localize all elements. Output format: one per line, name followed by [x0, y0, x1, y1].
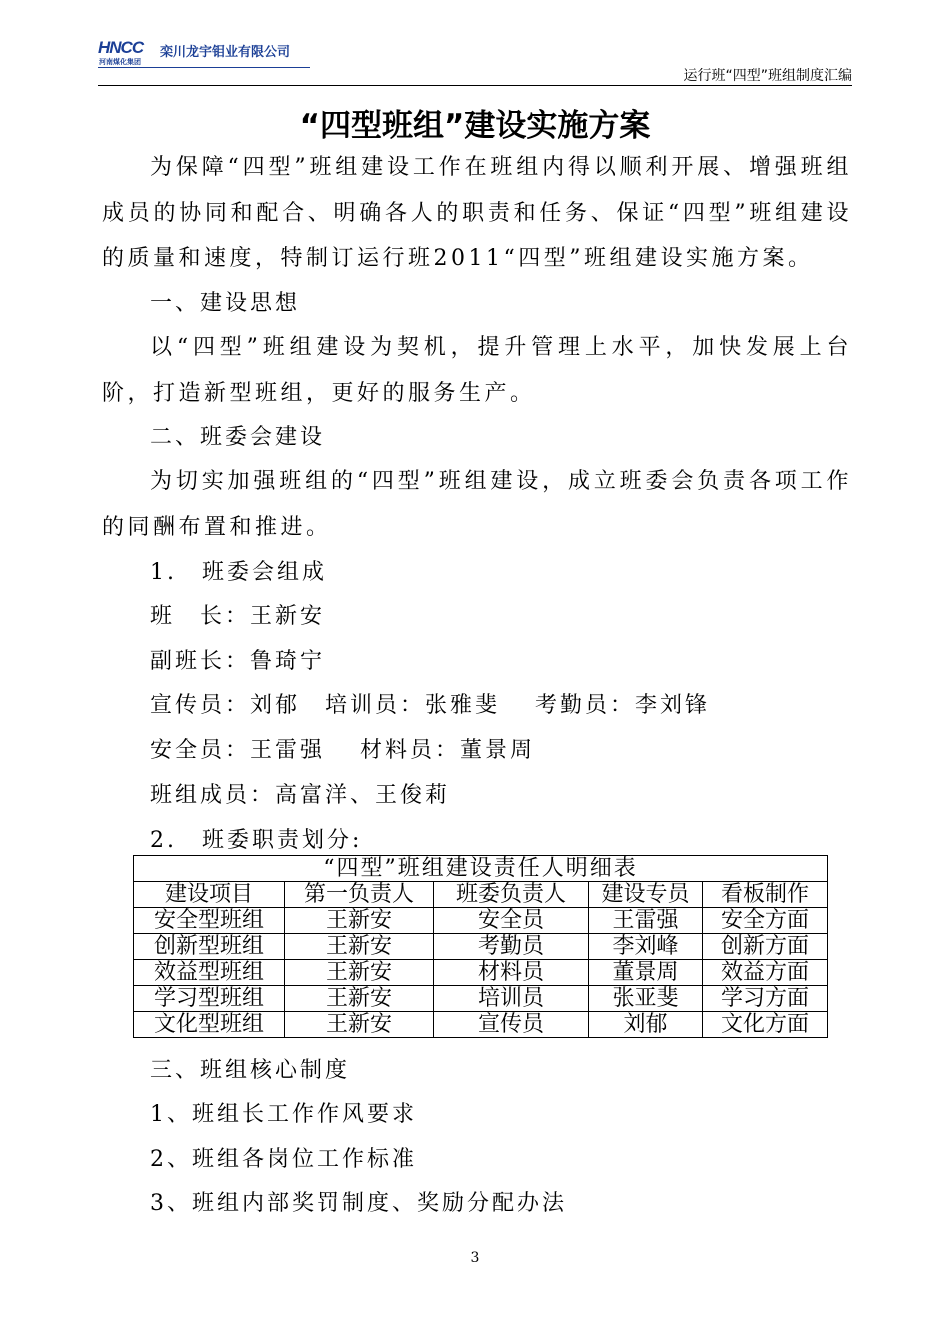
core-rule-item: 1、班组长工作作风要求	[150, 1102, 417, 1127]
table-cell: 学习型班组	[134, 986, 285, 1012]
responsibility-table	[133, 855, 828, 1038]
table-caption: “四型”班组建设责任人明细表	[134, 856, 828, 882]
member-line: 安全员：王雷强 材料员：董景周	[150, 738, 535, 763]
table-cell: 宣传员	[434, 1012, 589, 1038]
section1-text: 以“四型”班组建设为契机，提升管理上水平，加快发展上台阶，打造新型班组，更好的服务生产。	[102, 335, 852, 406]
table-cell: 董景周	[589, 960, 703, 986]
header-divider	[98, 85, 852, 86]
table-cell: 创新方面	[703, 934, 828, 960]
company-name: 栾川龙宇钼业有限公司	[160, 44, 291, 60]
duties-subheading: 2. 班委职责划分:	[150, 828, 363, 853]
member-line: 班组成员：高富洋、王俊莉	[150, 783, 451, 808]
table-cell: 张亚斐	[589, 986, 703, 1012]
logo-subtext: 河南煤化集团	[99, 58, 141, 66]
table-cell: 安全员	[434, 908, 589, 934]
table-cell: 培训员	[434, 986, 589, 1012]
table-row	[134, 908, 828, 934]
logo-underline	[98, 67, 310, 68]
table-cell: 材料员	[434, 960, 589, 986]
section3-heading: 三、班组核心制度	[150, 1058, 351, 1083]
column-header: 建设专员	[589, 882, 703, 908]
section1-heading: 一、建设思想	[150, 291, 301, 316]
page-number: 3	[470, 1250, 480, 1266]
table-cell: 安全方面	[703, 908, 828, 934]
column-header: 班委负责人	[434, 882, 589, 908]
member-line: 宣传员：刘郁 培训员：张雅斐 考勤员：李刘锋	[150, 693, 710, 718]
table-cell: 效益型班组	[134, 960, 285, 986]
table-cell: 王新安	[285, 960, 434, 986]
table-cell: 刘郁	[589, 1012, 703, 1038]
table-caption-row	[134, 856, 828, 882]
core-rule-item: 3、班组内部奖罚制度、奖励分配办法	[150, 1191, 567, 1216]
page-title: “四型班组”建设实施方案	[299, 108, 651, 144]
column-header: 第一负责人	[285, 882, 434, 908]
section2-heading: 二、班委会建设	[150, 425, 326, 450]
table-cell: 王新安	[285, 1012, 434, 1038]
column-header: 建设项目	[134, 882, 285, 908]
document-series-title: 运行班“四型”班组制度汇编	[683, 68, 852, 84]
table-cell: 文化型班组	[134, 1012, 285, 1038]
member-line: 班 长：王新安	[150, 604, 326, 629]
table-cell: 学习方面	[703, 986, 828, 1012]
table-cell: 王新安	[285, 986, 434, 1012]
table-cell: 效益方面	[703, 960, 828, 986]
committee-subheading: 1. 班委会组成	[150, 560, 327, 585]
table-cell: 考勤员	[434, 934, 589, 960]
logo-text: HNCC	[98, 38, 144, 57]
column-header: 看板制作	[703, 882, 828, 908]
table-cell: 李刘峰	[589, 934, 703, 960]
table-row	[134, 1012, 828, 1038]
table-cell: 王雷强	[589, 908, 703, 934]
hncc-logo-mark	[98, 38, 156, 68]
member-line: 副班长：鲁琦宁	[150, 649, 326, 674]
section2-text: 为切实加强班组的“四型”班组建设，成立班委会负责各项工作的同酬布置和推进。	[102, 469, 852, 540]
table-cell: 安全型班组	[134, 908, 285, 934]
table-row	[134, 934, 828, 960]
company-logo	[98, 38, 290, 68]
table-cell: 王新安	[285, 934, 434, 960]
table-cell: 王新安	[285, 908, 434, 934]
intro-paragraph: 为保障“四型”班组建设工作在班组内得以顺利开展、增强班组成员的协同和配合、明确各人的职责和任务、保证“四型”班组建设的质量和速度，特制订运行班2011“四型”班组建设实施方案。	[102, 155, 852, 271]
table-header-row	[134, 882, 828, 908]
table-row	[134, 986, 828, 1012]
table-cell: 创新型班组	[134, 934, 285, 960]
table-row	[134, 960, 828, 986]
table-cell: 文化方面	[703, 1012, 828, 1038]
core-rule-item: 2、班组各岗位工作标准	[150, 1147, 417, 1172]
